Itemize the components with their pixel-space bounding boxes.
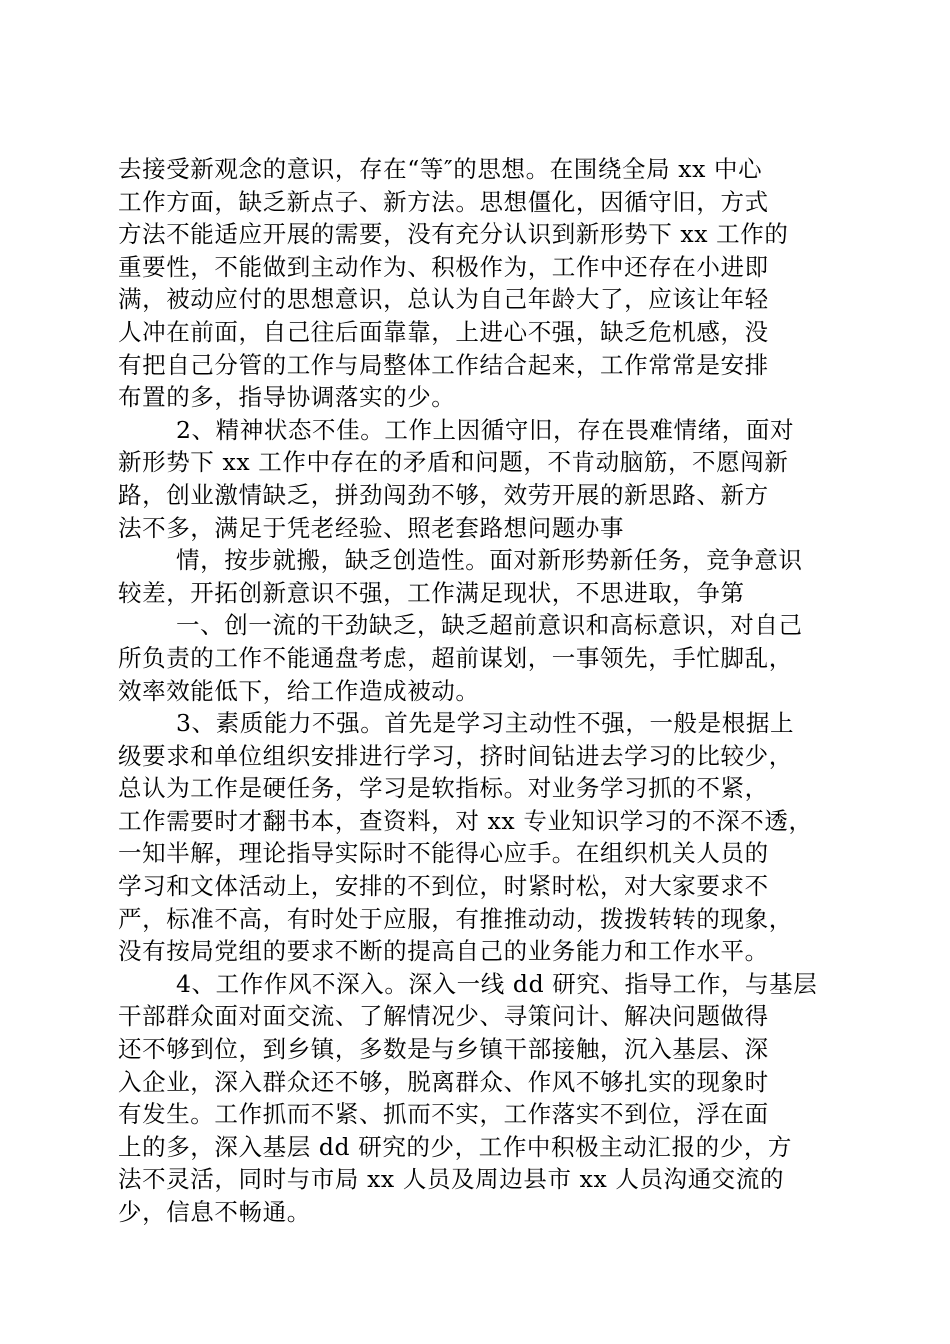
text-line-13: 情，按步就搬，缺乏创造性。面对新形势新任务，竞争意识 [176, 546, 803, 575]
text-line-30: 有发生。工作抓而不紧、抓而不实，工作落实不到位，浮在面 [118, 1100, 769, 1129]
text-line-10: 新形势下 xx 工作中存在的矛盾和问题，不肯动脑筋，不愿闯新 [118, 448, 789, 477]
text-line-29: 入企业，深入群众还不够，脱离群众、作风不够扎实的现象时 [118, 1067, 769, 1096]
text-line-28: 还不够到位，到乡镇，多数是与乡镇干部接触，沉入基层、深 [118, 1035, 769, 1064]
text-line-27: 干部群众面对面交流、了解情况少、寻策问计、解决问题做得 [118, 1002, 769, 1031]
text-line-23: 学习和文体活动上，安排的不到位，时紧时松，对大家要求不 [118, 872, 769, 901]
text-line-20: 总认为工作是硬任务，学习是软指标。对业务学习抓的不紧， [118, 774, 769, 803]
text-line-2: 工作方面，缺乏新点子、新方法。思想僵化，因循守旧，方式 [118, 187, 769, 216]
text-line-3: 方法不能适应开展的需要，没有充分认识到新形势下 xx 工作的 [118, 220, 789, 249]
text-line-11: 路，创业激情缺乏，拼劲闯劲不够，效劳开展的新思路、新方 [118, 480, 769, 509]
text-line-19: 级要求和单位组织安排进行学习，挤时间钻进去学习的比较少， [118, 741, 793, 770]
text-line-6: 人冲在前面，自己往后面靠靠，上进心不强，缺乏危机感，没 [118, 317, 769, 346]
text-line-26: 4、工作作风不深入。深入一线 dd 研究、指导工作，与基层 [176, 969, 818, 998]
text-line-4: 重要性，不能做到主动作为、积极作为，工作中还存在小进即 [118, 252, 769, 281]
text-line-33: 少，信息不畅通。 [118, 1198, 311, 1226]
text-line-14: 较差，开拓创新意识不强，工作满足现状，不思进取，争第 [118, 578, 745, 607]
text-line-7: 有把自己分管的工作与局整体工作结合起来，工作常常是安排 [118, 350, 769, 379]
text-line-22: 一知半解，理论指导实际时不能得心应手。在组织机关人员的 [118, 839, 769, 868]
text-line-25: 没有按局党组的要求不断的提高自己的业务能力和工作水平。 [118, 937, 769, 966]
text-line-17: 效率效能低下，给工作造成被动。 [118, 676, 480, 705]
text-line-8: 布置的多，指导协调落实的少。 [118, 383, 456, 412]
text-line-15: 一、创一流的干劲缺乏，缺乏超前意识和高标意识，对自己 [176, 611, 803, 640]
text-line-12: 法不多，满足于凭老经验、照老套路想问题办事 [118, 513, 625, 542]
text-line-16: 所负责的工作不能通盘考虑，超前谋划，一事领先，手忙脚乱， [118, 643, 793, 672]
text-line-24: 严，标准不高，有时处于应服，有推推动动，拨拨转转的现象， [118, 904, 793, 933]
document-body [118, 153, 836, 1229]
text-line-18: 3、素质能力不强。首先是学习主动性不强，一般是根据上 [176, 709, 795, 738]
text-line-5: 满，被动应付的思想意识，总认为自己年龄大了，应该让年轻 [118, 285, 769, 314]
text-line-21: 工作需要时才翻书本，查资料，对 xx 专业知识学习的不深不透， [118, 806, 813, 835]
text-line-9: 2、精神状态不佳。工作上因循守旧，存在畏难情绪，面对 [176, 415, 795, 444]
text-line-1: 去接受新观念的意识，存在“等″的思想。在围绕全局 xx 中心 [118, 155, 763, 183]
text-line-31: 上的多，深入基层 dd 研究的少，工作中积极主动汇报的少，方 [118, 1132, 793, 1161]
text-line-32: 法不灵活，同时与市局 xx 人员及周边县市 xx 人员沟通交流的 [118, 1165, 785, 1194]
